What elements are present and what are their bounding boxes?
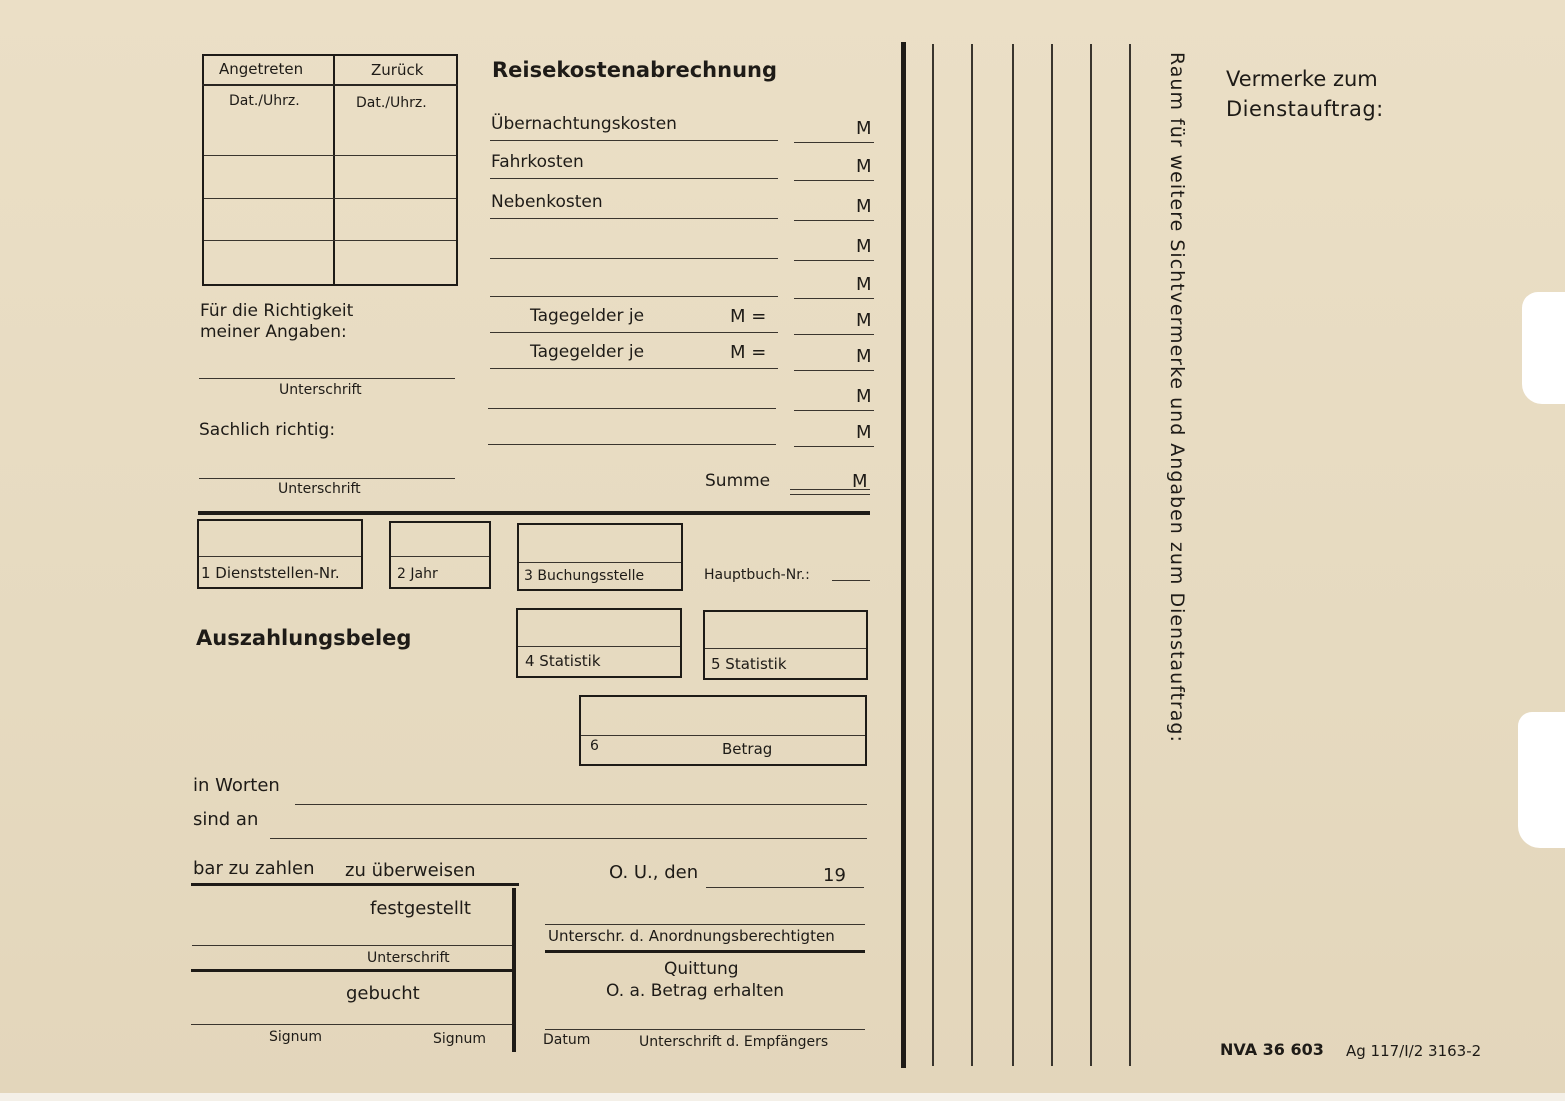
payment-right-rule xyxy=(512,888,516,1052)
strip-line xyxy=(1012,44,1014,1066)
tagegelder-suffix: M = xyxy=(730,306,767,327)
currency-mark: M xyxy=(856,196,872,217)
dates-table xyxy=(202,54,458,286)
gebucht-rule xyxy=(191,969,512,972)
cost-row-label: Tagegelder je xyxy=(530,306,645,326)
signature-line xyxy=(199,478,455,479)
vermerke-title: Vermerke zum xyxy=(1226,67,1378,91)
strip-line xyxy=(1051,44,1053,1066)
cost-row-line xyxy=(490,258,778,259)
cost-row-label: Nebenkosten xyxy=(491,192,603,212)
strip-line xyxy=(1090,44,1092,1066)
cost-amount-line xyxy=(794,298,874,299)
box-line xyxy=(581,735,865,736)
in-worten-line xyxy=(295,804,867,805)
form-number: NVA 36 603 xyxy=(1220,1040,1324,1059)
col-sub-datum-uhrzeit: Dat./Uhrz. xyxy=(356,95,427,111)
cost-row-line xyxy=(490,368,778,369)
dates-table-header-line xyxy=(202,84,458,86)
jahr-caption: 2 Jahr xyxy=(397,566,438,582)
cost-amount-line xyxy=(794,220,874,221)
punch-hole xyxy=(1518,712,1565,848)
summe-line xyxy=(790,494,870,495)
currency-mark: M xyxy=(856,274,872,295)
cost-amount-line xyxy=(794,446,874,447)
auszahlungsbeleg-title: Auszahlungsbeleg xyxy=(196,626,412,650)
col-header-angetreten: Angetreten xyxy=(219,60,304,78)
payment-top-rule xyxy=(191,883,519,886)
box-line xyxy=(518,646,680,647)
currency-mark: M xyxy=(856,422,872,443)
date-line xyxy=(706,887,864,888)
festgestellt-label: festgestellt xyxy=(370,898,471,919)
currency-mark: M xyxy=(856,386,872,407)
cost-row-label: Fahrkosten xyxy=(491,152,584,172)
strip-line xyxy=(932,44,934,1066)
punch-hole xyxy=(1522,292,1565,404)
bar-label: bar zu zahlen xyxy=(193,858,315,879)
reisekosten-title: Reisekostenabrechnung xyxy=(492,58,777,82)
empfaenger-line xyxy=(545,1029,865,1030)
strip-line xyxy=(971,44,973,1066)
statistik5-caption: 5 Statistik xyxy=(711,655,787,673)
cost-row-line xyxy=(488,408,776,409)
signature-caption: Unterschrift xyxy=(279,382,362,398)
cost-row-line xyxy=(490,140,778,141)
signum-caption-2: Signum xyxy=(433,1031,487,1047)
vertical-note: Raum für weitere Sichtvermerke und Angaben zum Dienstauftrag: xyxy=(1166,52,1188,743)
quittung-rule xyxy=(545,950,865,953)
year-prefix: 19 xyxy=(823,865,846,886)
dienststellen-caption: 1 Dienststellen-Nr. xyxy=(201,564,340,582)
dates-row-line xyxy=(204,198,456,199)
box-line xyxy=(519,562,681,563)
hauptbuch-label: Hauptbuch-Nr.: xyxy=(704,567,810,583)
quittung-label: Quittung xyxy=(664,959,739,979)
box-line xyxy=(705,648,866,649)
currency-mark: M xyxy=(856,346,872,367)
tagegelder-suffix: M = xyxy=(730,342,767,363)
cost-row-label: Übernachtungskosten xyxy=(491,114,677,134)
datum-caption: Datum xyxy=(543,1032,591,1048)
gebucht-line xyxy=(191,1024,512,1025)
richtigkeit-label: Für die Richtigkeit xyxy=(200,301,354,321)
cost-amount-line xyxy=(794,334,874,335)
cost-amount-line xyxy=(794,180,874,181)
betrag-number: 6 xyxy=(590,738,599,754)
strip-border xyxy=(901,42,906,1068)
currency-mark: M xyxy=(856,118,872,139)
signum-caption-1: Signum xyxy=(269,1029,323,1045)
cost-row-line xyxy=(490,296,778,297)
statistik4-caption: 4 Statistik xyxy=(525,652,601,670)
summe-label: Summe xyxy=(705,471,771,491)
currency-mark: M xyxy=(856,310,872,331)
col-header-zurueck: Zurück xyxy=(371,61,424,79)
section-separator xyxy=(198,511,870,515)
empfaenger-caption: Unterschrift d. Empfängers xyxy=(639,1034,829,1050)
ueberweisen-label: zu überweisen xyxy=(345,860,476,881)
cost-row-line xyxy=(490,218,778,219)
dates-row-line xyxy=(204,155,456,156)
currency-mark: M xyxy=(856,156,872,177)
ou-den-label: O. U., den xyxy=(609,862,699,883)
cost-amount-line xyxy=(794,410,874,411)
festgestellt-line xyxy=(192,945,512,946)
cost-row-line xyxy=(488,444,776,445)
strip-line xyxy=(1129,44,1131,1066)
richtigkeit-label-2: meiner Angaben: xyxy=(200,322,347,342)
page-edge xyxy=(0,1093,1565,1101)
signature-caption: Unterschrift xyxy=(278,481,361,497)
dates-row-line xyxy=(204,240,456,241)
gebucht-label: gebucht xyxy=(346,983,420,1004)
cost-row-label: Tagegelder je xyxy=(530,342,645,362)
vermerke-title-2: Dienstauftrag: xyxy=(1226,97,1384,121)
dates-table-divider xyxy=(333,54,335,286)
cost-amount-line xyxy=(794,260,874,261)
sind-an-line xyxy=(270,838,867,839)
anordnung-caption: Unterschr. d. Anordnungsberechtigten xyxy=(548,927,835,945)
festgestellt-sign-caption: Unterschrift xyxy=(367,950,450,966)
col-sub-datum-uhrzeit: Dat./Uhrz. xyxy=(229,93,300,109)
betrag-caption: Betrag xyxy=(722,740,773,758)
betrag-erhalten-label: O. a. Betrag erhalten xyxy=(606,981,785,1001)
hauptbuch-line xyxy=(832,580,870,581)
signature-line xyxy=(199,378,455,379)
print-code: Ag 117/I/2 3163-2 xyxy=(1346,1042,1482,1060)
sachlich-label: Sachlich richtig: xyxy=(199,420,336,440)
currency-mark: M xyxy=(856,236,872,257)
cost-amount-line xyxy=(794,142,874,143)
sind-an-label: sind an xyxy=(193,809,259,830)
cost-row-line xyxy=(490,178,778,179)
box-line xyxy=(199,556,361,557)
cost-row-line xyxy=(490,332,778,333)
box-line xyxy=(391,556,489,557)
buchungsstelle-caption: 3 Buchungsstelle xyxy=(524,568,645,584)
anordnung-line xyxy=(545,924,865,925)
cost-amount-line xyxy=(794,370,874,371)
in-worten-label: in Worten xyxy=(193,775,280,796)
currency-summe: M xyxy=(852,471,868,492)
